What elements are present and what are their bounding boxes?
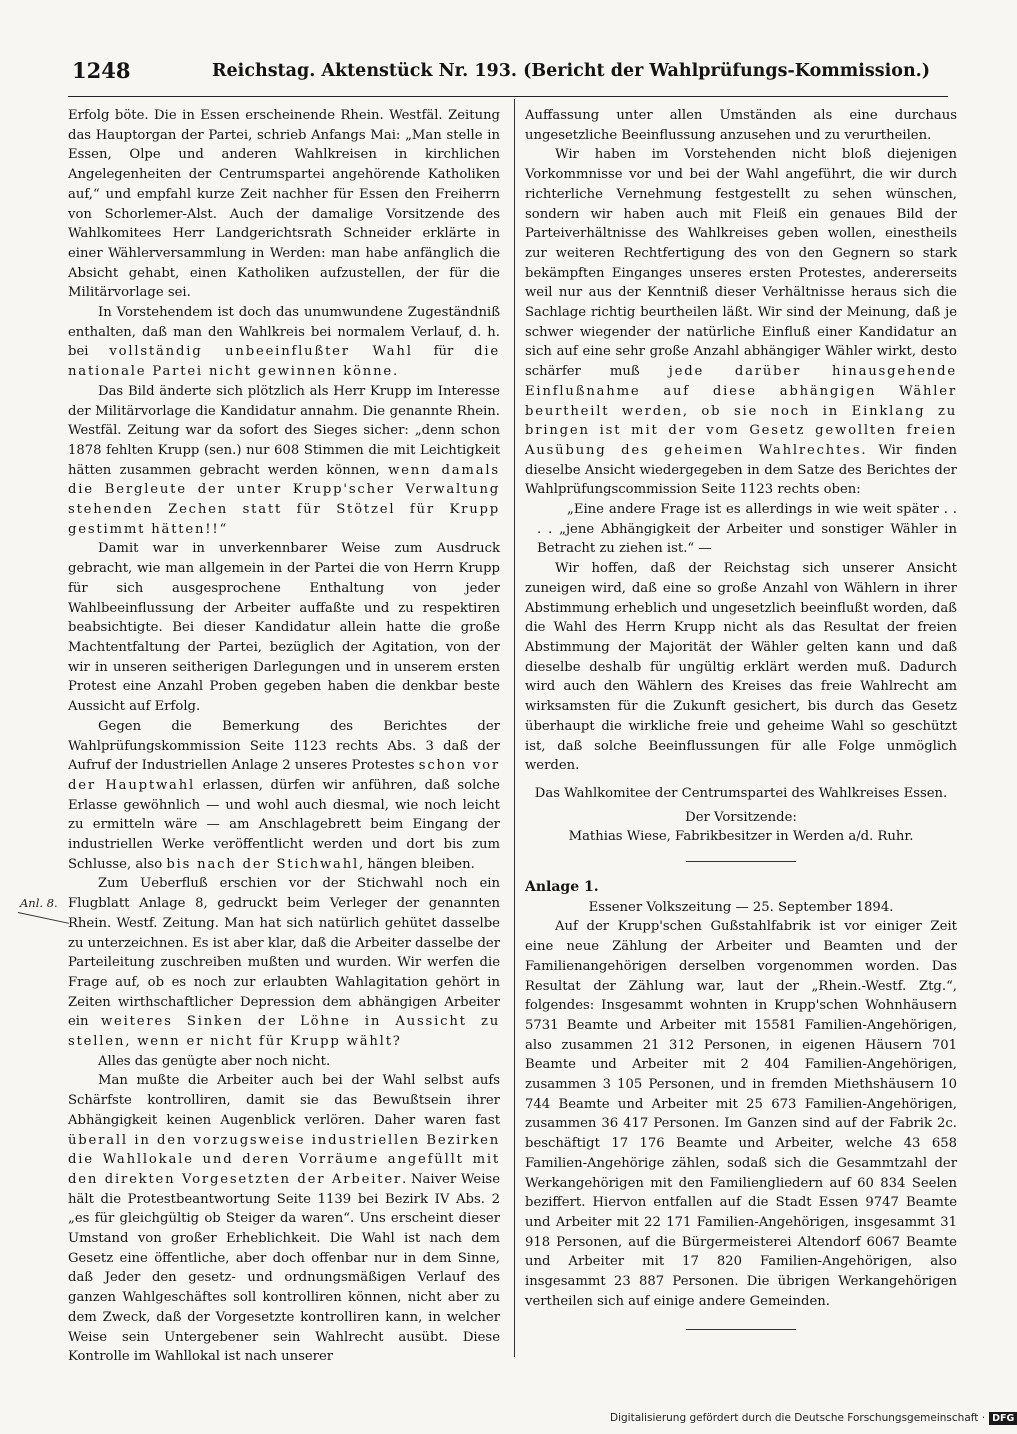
right-column (525, 106, 957, 1346)
margin-note-line (18, 912, 69, 924)
spaced-text: überall in den vorzugsweise industriellen Bezirken die Wahllokale und deren Vorräume angefüllt mit den direkten Vorgesetzten der Arbeiter (68, 1132, 500, 1187)
credit-text: Digitalisierung gefördert durch die Deutsche Forschungsgemeinschaft · (610, 1412, 986, 1424)
anlage-heading: Anlage 1. (525, 879, 599, 896)
paragraph: Damit war in unverkennbarer Weise zum Ausdruck gebracht, wie man allgemein in der Partei die von Herrn Krupp für sich ausgesprochene Enthaltung von jeder Wahlbeeinflussung der Arbeiter auffaßte und zu respektiren beabsichtigte. Bei dieser Kandidatur allein hatte die große Machtentfaltung der Partei, bezüglich der Agitation, von der wir in unseren seitherigen Darlegungen und in unserem ersten Protest eine Anzahl Proben gegeben haben die denkbar beste Aussicht auf Erfolg. (68, 541, 500, 715)
section-divider (686, 1329, 796, 1330)
spaced-text: weiteres Sinken der Löhne in Aussicht zu stellen, wenn er nicht für Krupp wählt? (68, 1014, 500, 1050)
paragraph: Alles das genügte aber noch nicht. (98, 1053, 331, 1069)
margin-note: Anl. 8. (20, 896, 58, 910)
spaced-text: die nationale Partei nicht gewinnen könne. (68, 344, 501, 380)
text-run: . Wir finden dieselbe Ansicht wiedergegeben in dem Satze des Berichtes der Wahlprüfungscommission Seite 1123 rechts oben: (525, 442, 957, 498)
signature-chair-label: Der Vorsitzende: (685, 809, 797, 825)
text-run: Das Bild änderte sich plötzlich als Herr Krupp im Interesse der Militärvorlage die Kandidatur annahm. Die genannte Rhein. Westfäl. Zeitung war da sofort des Sieges sicher: „denn schon 1878 fehlten Krupp (sen.) nur 608 Stimmen die mit Leichtigkeit hätten zusammen gebracht werden können, (68, 383, 500, 478)
text-run: Wir haben im Vorstehenden nicht bloß diejenigen Vorkommnisse vor und bei der Wahl angeführt, die wir durch richterliche Vernehmung festgestellt zu sehen wünschen, sondern wir haben auch mit Fleiß ein genaues Bild der Parteiverhältnisse des Wahlkreises geben wollen, einestheils zur weiteren Rechtfertigung des von den Gegnern so stark bekämpften Einganges unseres ersten Protestes, andererseits weil nur aus der Kenntniß dieser Verhältnisse heraus sich die Sachlage richtig beurtheilen läßt. Wir sind der Meinung, daß je schwer wiegender der natürliche Einfluß einer Kandidatur an sich auf eine sehr große Anzahl abhängiger Wähler wirkt, desto schärfer muß (525, 147, 957, 380)
spaced-text: schon vor der Hauptwahl (68, 758, 501, 793)
paragraph (68, 303, 500, 382)
header-rule (68, 96, 948, 97)
signature-committee: Das Wahlkomitee der Centrumspartei des Wahlkreises Essen. (534, 785, 948, 801)
text-run: Man mußte die Arbeiter auch bei der Wahl selbst aufs Schärfste kontrolliren, damit sie das Bewußtsein ihrer Abhängigkeit keinen Augenblick verlören. Daher waren fast (68, 1073, 500, 1128)
paragraph: Auf der Krupp'schen Gußstahlfabrik ist vor einiger Zeit eine neue Zählung der Arbeiter und Beamten und der Familienangehörigen derselben vorgenommen worden. Das Resultat der Zählung war, laut der „Rhein.-Westf. Ztg.“, folgendes: Insgesammt wohnten in Krupp'schen Wohnhäusern 5731 Beamte und Arbeiter mit 15581 Familien-Angehörigen, also zusammen 21 312 Personen, in eigenen Häusern 701 Beamte und Arbeiter mit 2 404 Familien-Angehörigen, zusammen 3 105 Personen, und in fremden Miethshäusern 10 744 Beamte und Arbeiter mit 25 673 Familien-Angehörigen, zusammen 36 417 Personen. Im Ganzen sind auf der Fabrik 2c. beschäftigt 17 176 Beamte und Arbeiter, welche 43 658 Familien-Angehörige zählen, sodaß sich die Gesammtzahl der Werkangehörigen mit den Familiengliedern auf 60 834 Seelen beziffert. Hiervon entfallen auf die Stadt Essen 9747 Beamte und Arbeiter mit 22 171 Familien-Angehörigen, insgesammt 31 918 Personen, auf die Bürgermeisterei Altendorf 6067 Beamte und Arbeiter mit 17 820 Familien-Angehörigen, also insgesammt 23 887 Personen. Die übrigen Werkangehörigen vertheilen sich auf einige andere Gemeinden. (525, 919, 957, 1309)
left-column (68, 106, 500, 1367)
quotation: „Eine andere Frage ist es allerdings in wie weit später . . . . „jene Abhängigkeit der Arbeiter und sonstiger Wähler in Betracht zu ziehen ist.“ — (537, 502, 957, 557)
text-run: , hängen bleiben. (359, 856, 475, 872)
text-run: für (412, 344, 475, 360)
text-run: . Naiver Weise hält die Protestbeantwortung Seite 1139 bei Bezirk IV Abs. 2 „es für gleichgültig ob Steiger da waren“. Uns erscheint dieser Umstand von großer Erheblichkeit. Die Wahl ist nach dem Gesetz eine öffentliche, aber doch offenbar nur in dem Sinne, daß Jeder den gesetz- und ordnungsmäßigen Verlauf des ganzen Wahlgeschäftes soll kontrolliren können, nicht aber zu dem Zweck, daß der Vorgesetzte kontrolliren kann, in welcher Weise sein Untergebener sein Wahlrecht ausübt. Diese Kontrolle im Wahllokal ist nach unserer (68, 1171, 501, 1365)
paragraph: Wir hoffen, daß der Reichstag sich unserer Ansicht zuneigen wird, daß eine so große Anzahl von Wählern in ihrer Abstimmung erheblich und ungesetzlich beeinflußt worden, daß die Wahl des Herrn Krupp nicht als das Resultat der freien Abstimmung der Majorität der Wähler gelten kann und daß dieselbe deshalb für ungültig erklärt werden muß. Dadurch wird auch den Wählern des Kreises das freie Wahlrecht am wirksamsten für die Zukunft gesichert, bis durch das Gesetz überhaupt die wirkliche freie und geheime Wahl so geschützt ist, daß solche Beeinflussungen für alle Folge unmöglich werden. (525, 561, 957, 774)
paragraph (68, 717, 500, 875)
paragraph: Auffassung unter allen Umständen als eine durchaus ungesetzliche Beeinflussung anzusehen und zu verurtheilen. (525, 108, 957, 143)
running-title: Reichstag. Aktenstück Nr. 193. (Bericht der Wahlprüfungs-Kommission.) (212, 61, 931, 81)
spaced-text: wenn damals die Bergleute der unter Krupp'scher Verwaltung stehenden Zechen statt für Stötzel für Krupp gestimmt hätten!!“ (68, 462, 500, 537)
dfg-logo: DFG (989, 1412, 1017, 1425)
paragraph (68, 874, 500, 1051)
signature-chair-name: Mathias Wiese, Fabrikbesitzer in Werden a/d. Ruhr. (568, 829, 914, 845)
paragraph (68, 382, 500, 540)
spaced-text: bis nach der Stichwahl (166, 856, 360, 872)
text-run: Zum Ueberfluß erschien vor der Stichwahl noch ein Flugblatt Anlage 8, gedruckt beim Verleger der genannten Rhein. Westf. Zeitung. Man hat sich natürlich gehütet dasselbe zu unterzeichnen. Es ist aber klar, daß die Arbeiter dasselbe der Parteileitung zuschreiben mußten und wurden. Wir werfen die Frage auf, ob es noch zur erlaubten Wahlagitation gehört in Zeiten wirthschaftlicher Depression dem abhängigen Arbeiter ein (68, 876, 500, 1030)
page-header (72, 58, 942, 90)
text-run: Gegen die Bemerkung des Berichtes der Wahlprüfungskommission Seite 1123 rechts Abs. 3 daß der Aufruf der Industriellen Anlage 2 unseres Protestes (68, 718, 500, 774)
digitization-credit (610, 1412, 1017, 1425)
column-divider (514, 99, 515, 1357)
text-run: erlassen, dürfen wir anführen, daß solche Erlasse gewöhnlich — und wohl auch diesmal, wie noch leicht zu ermitteln wäre — am Anschlagebrett beim Eingang der industriellen Werke veröffentlicht werden und dort bis zum Schlusse, also (68, 777, 500, 872)
paragraph (525, 145, 957, 500)
spaced-text: vollständig unbeeinflußter Wahl (109, 344, 413, 360)
anlage-source: Essener Volkszeitung — 25. September 1894. (588, 899, 894, 915)
page-number: 1248 (72, 58, 131, 83)
paragraph (68, 1071, 500, 1367)
section-divider (686, 861, 796, 862)
paragraph: Erfolg böte. Die in Essen erscheinende Rhein. Westfäl. Zeitung das Hauptorgan der Partei, schrieb Anfangs Mai: „Man stelle in Essen, Olpe und anderen Wahlkreisen in kirchlichen Angelegenheiten der Centrumspartei angehörende Katholiken auf,“ und empfahl kurze Zeit nachher für Essen den Freiherrn von Schorlemer-Alst. Auch der damalige Vorsitzende des Wahlkomitees Herr Landgerichtsrath Schneider erklärte in einer Wählerversammlung in Werden: man habe anfänglich die Absicht gehabt, einen Katholiken aufzustellen, der für die Militärvorlage sei. (68, 108, 500, 301)
text-run: In Vorstehendem ist doch das unumwundene Zugeständniß enthalten, daß man den Wahlkreis bei normalem Verlauf, d. h. bei (68, 305, 500, 360)
spaced-text: jede darüber hinausgehende Einflußnahme auf diese abhängigen Wähler beurtheilt werden, ob sie noch in Einklang zu bringen ist mit der vom Gesetz gewollten freien Ausübung des geheimen Wahlrechtes (525, 364, 957, 458)
